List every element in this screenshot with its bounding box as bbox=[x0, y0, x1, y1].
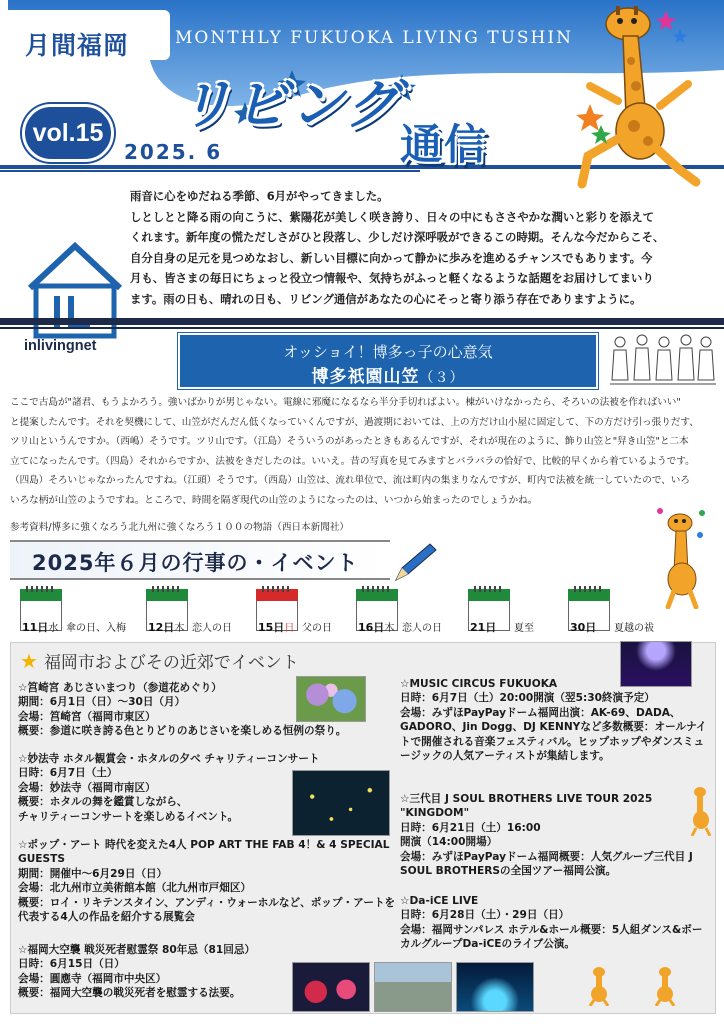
event-item bbox=[18, 838, 398, 924]
calendar-weekday: 水 bbox=[48, 623, 59, 634]
hydrangea-photo bbox=[296, 676, 366, 722]
calendar-rings bbox=[362, 586, 392, 592]
calendar-date bbox=[470, 619, 496, 635]
event-line: 日時：6月28日（土）・29日（日） bbox=[400, 909, 570, 922]
calendar-rings bbox=[262, 586, 292, 592]
event-line: 概要：ホタルの舞を鑑賞しながら、 bbox=[18, 796, 188, 809]
calendar-label: 父の日 bbox=[302, 623, 332, 634]
calendar-date bbox=[570, 619, 596, 635]
calendar-date bbox=[358, 619, 394, 635]
pencil-icon bbox=[392, 540, 438, 584]
event-line: 日時：6月7日（土）20:00開演（翌5:30終演予定） bbox=[400, 692, 655, 705]
column-part: （３） bbox=[419, 370, 465, 386]
intro-line: 月も、皆さまの毎日にちょっと役立つ情報や、気持ちがふっと軽くなるような話題をお届けしてまいり bbox=[130, 271, 654, 286]
calendar-date bbox=[258, 619, 294, 635]
event-line: 会場：圓應寺（福岡市中央区） bbox=[18, 972, 167, 985]
calendar-label: 夏至 bbox=[514, 623, 534, 634]
divider bbox=[0, 327, 724, 329]
event-title: ☆妙法寺 ホタル観賞会・ホタルの夕べ チャリティーコンサート bbox=[18, 753, 320, 765]
column-title-row bbox=[180, 362, 596, 387]
intro-line: 雨音に心をゆだねる季節、6月がやってきました。 bbox=[130, 189, 389, 203]
calendar-date-number: 11日 bbox=[22, 621, 49, 634]
logo-title: リビング bbox=[178, 73, 401, 136]
calendar-label: 恋人の日 bbox=[192, 623, 232, 634]
divider bbox=[0, 318, 724, 325]
event-line: 概要：参道に咲き誇る色とりどりのあじさいを楽しめる恒例の祭り。 bbox=[18, 725, 347, 738]
events-header bbox=[10, 540, 390, 580]
event-line: 会場：筥崎宮（福岡市東区） bbox=[18, 710, 156, 723]
column-banner bbox=[178, 333, 598, 389]
firefly-photo bbox=[292, 770, 390, 836]
live-stage-photo bbox=[456, 962, 534, 1012]
intro-line: しとしとと降る雨の向こうに、紫陽花が美しく咲き誇り、日々の中にもささやかな潤いと彩りを添えて bbox=[130, 209, 654, 224]
english-title: MONTHLY FUKUOKA LIVING TUSHIN bbox=[175, 28, 573, 48]
event-title: ☆筥崎宮 あじさいまつり（参道花めぐり） bbox=[18, 682, 222, 694]
event-line: 開演（14:00開場） bbox=[400, 836, 498, 849]
column-reference: 参考資料/博多に強くなろう北九州に強くなろう１００の物語（西日本新聞社） bbox=[10, 522, 350, 533]
events-header-title: 2025年６月の行事の・イベント bbox=[32, 551, 359, 575]
event-line: 概要：ロイ・リキテンスタイン、アンディ・ウォーホルなど、ポップ・アートを代表する4人の作品を紹介する展覧会 bbox=[18, 896, 396, 924]
calendar-label: 夏越の祓 bbox=[614, 623, 654, 634]
event-line: チャリティーコンサートを楽しめるイベント。 bbox=[18, 810, 239, 823]
calendar-rings bbox=[152, 586, 182, 592]
events-panel-title: 福岡市およびその近郊でイベント bbox=[43, 653, 299, 673]
umbrella-photo bbox=[292, 962, 370, 1012]
brand-name: inlivingnet bbox=[24, 338, 97, 354]
event-line: 期間：6月1日（日）～30日（月） bbox=[18, 696, 186, 709]
calendar-date-number: 30日 bbox=[570, 621, 597, 634]
publication-name: 月間福岡 bbox=[25, 31, 130, 60]
column-line: いろな柄が山笠のようですね。ところで、時間を隔ぎ現代の山笠のようになったのは、いつから始まったのでしょうかね。 bbox=[10, 494, 538, 506]
calendar-weekday: 木 bbox=[384, 623, 395, 634]
calendar-rings bbox=[26, 586, 56, 592]
event-title: ☆三代目 J SOUL BROTHERS LIVE TOUR 2025 "KINGDOM" bbox=[400, 793, 653, 820]
event-line: 概要：福岡大空襲の戦災死者を慰霊する法要。 bbox=[18, 987, 241, 1000]
column-body bbox=[10, 393, 714, 510]
memorial-photo bbox=[374, 962, 452, 1012]
column-kicker: オッショイ！博多っ子の心意気 bbox=[283, 343, 493, 361]
column-line: 立てになったんです。（四島）それからですか、法被をきだしたのは。いいえ。昔の写真を見てみますとバラバラの恰好で、比較的早くから着ているようです。 bbox=[10, 455, 695, 467]
event-line: 会場：みずほPayPayドーム福岡概要：人気グループ三代目 J SOUL BROTHERSの全国ツアー福岡公演。 bbox=[400, 850, 693, 878]
giraffe-small-icon bbox=[686, 784, 714, 836]
masthead bbox=[0, 0, 724, 195]
calendar-date bbox=[148, 619, 184, 635]
concert-photo bbox=[620, 641, 692, 687]
event-item bbox=[400, 792, 712, 878]
intro-line: 自分自身の足元を見つめなおし、新しい目標に向かって静かに歩みを進めるチャンスでもあります。今 bbox=[130, 250, 653, 265]
calendar-label: 傘の日、入梅 bbox=[66, 623, 126, 634]
intro-line: ます。雨の日も、晴れの日も、リビング通信があなたの心にそっと寄り添う存在でありますように。 bbox=[130, 291, 642, 306]
calendar-date-number: 15日 bbox=[258, 621, 285, 634]
calendar-date-number: 12日 bbox=[148, 621, 175, 634]
calendar-rings bbox=[574, 586, 604, 592]
event-line: 会場：北九州市立美術館本館（北九州市戸畑区） bbox=[18, 882, 252, 895]
event-line: 日時：6月21日（土）16:00 bbox=[400, 821, 541, 834]
event-title: ☆MUSIC CIRCUS FUKUOKA bbox=[400, 678, 558, 690]
calendar-rings bbox=[474, 586, 504, 592]
calendar-date bbox=[22, 619, 58, 635]
giraffe-small-icon bbox=[650, 966, 680, 1006]
giraffe-mascot-icon bbox=[568, 6, 718, 195]
column-line: と提案したんです。それを契機にして、山笠がだんだん低くなっていくんですが、過渡期においては、上の方だけ山小屋に固定して、下の方だけ引っ張りだす、 bbox=[10, 416, 699, 428]
column-title: 博多祇園山笠 bbox=[311, 367, 420, 387]
volume-label: vol.15 bbox=[32, 118, 104, 147]
event-line: 日時：6月7日（土） bbox=[18, 767, 118, 780]
event-line: 会場：妙法寺（福岡市南区） bbox=[18, 781, 156, 794]
event-line: 会場：みずほPayPayドーム福岡出演：AK-69、DADA、GADORO、Jin Dogg、DJ KENNYなど多数概要：オールナイトで開催される音楽フェスティバル。ヒップホップやダンスミュージックの人気アーティストが集結します。 bbox=[400, 706, 707, 763]
column-line: （四島）そろいじゃなかったんですね。（江頭）そうです。（西島）山笠は、流れ単位で、流は町内の集まりなんですが、町内で法被を統一していたので、いろ bbox=[10, 475, 690, 486]
calendar-weekday: 日 bbox=[284, 623, 295, 634]
volume-badge bbox=[22, 104, 114, 162]
issue-date: 2025. 6 bbox=[124, 140, 223, 164]
events-panel-title-row bbox=[20, 648, 299, 673]
event-title: ☆Da-iCE LIVE bbox=[400, 895, 479, 907]
event-line: 会場：福岡サンパレス ホテル&ホール概要：5人組ダンス&ボーカルグループDa-iCEのライブ公演。 bbox=[400, 923, 703, 951]
giraffe-small-icon bbox=[584, 966, 614, 1006]
calendar-date-number: 21日 bbox=[470, 621, 497, 634]
column-line: ここで古島が"諸君、もうよかろう。強いばかりが男じゃない。電線に邪魔になるなら半分手切ればよい。棟がいけなかったら、そろいの法被を作ればいい" bbox=[10, 397, 681, 408]
star-icon: ★ bbox=[20, 649, 38, 673]
event-item bbox=[400, 894, 712, 952]
event-title: ☆ポップ・アート 時代を変えた4人 POP ART THE FAB 4！& 4 SPECIAL GUESTS bbox=[18, 839, 390, 866]
column-line: ツリ山というんですか。（西嶋）そうです。ツリ山です。（江島）そういうのがあったときもあるんですが、それが現在のように、飾り山笠と"舁き山笠"と二本 bbox=[10, 436, 689, 447]
event-item bbox=[400, 677, 712, 763]
festival-sketch-icon bbox=[606, 330, 718, 392]
intro-line: くれます。新年度の慌ただしさがひと段落し、少しだけ深呼吸ができるこの時期。そんな今だからこそ、 bbox=[130, 230, 665, 245]
calendar-label: 恋人の日 bbox=[402, 623, 442, 634]
event-line: 日時：6月15日（日） bbox=[18, 958, 125, 971]
intro-text bbox=[130, 186, 710, 310]
calendar-date-number: 16日 bbox=[358, 621, 385, 634]
calendar-row bbox=[0, 585, 724, 641]
event-line: 期間：開催中～6月29日（日） bbox=[18, 867, 168, 880]
event-title: ☆福岡大空襲 戦災死者慰霊祭 80年忌（81回忌） bbox=[18, 944, 256, 956]
calendar-weekday: 木 bbox=[174, 623, 185, 634]
logo-subtitle: 通信 bbox=[400, 120, 489, 169]
